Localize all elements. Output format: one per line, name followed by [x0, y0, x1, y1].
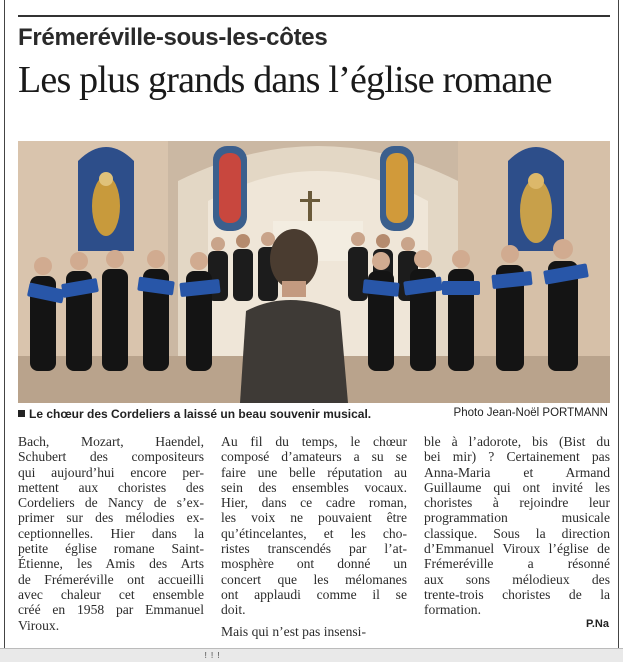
top-rule — [18, 15, 610, 17]
article-line: les voix ne pouvaient être — [221, 510, 407, 526]
article-line: ceptionnelles. Hier dans la — [18, 525, 204, 541]
kicker-location: Frémeréville-sous-les-côtes — [18, 24, 328, 51]
article-line: aux sons mélodieux des — [424, 571, 610, 587]
article-line: petite église romane Saint- — [18, 541, 204, 557]
article-line: bei mir) ? Certainement pas — [424, 449, 610, 465]
caption-bullet — [18, 410, 25, 417]
article-line: Étienne, les Amis des Arts — [18, 556, 204, 572]
photo-caption — [18, 407, 610, 425]
article-line: Viroux. — [18, 617, 60, 633]
article-line: ristes transcendés par l’at- — [221, 541, 407, 557]
article-line: concert que les mélomanes — [221, 571, 407, 587]
article-line: qu’étincelantes, et les cho- — [221, 525, 407, 541]
article-column-2 — [221, 434, 407, 639]
article-line: programmation musicale — [424, 510, 610, 526]
article-column-3 — [424, 434, 610, 618]
article-line: ble à l’adorote, bis (Bist du — [424, 434, 610, 449]
article-line: créé en 1958 par Emmanuel — [18, 602, 204, 618]
article-paragraph — [221, 434, 407, 618]
article-body — [18, 434, 610, 639]
article-line: Frémeréville a résonné — [424, 556, 610, 572]
article-line: avec chaleur cet ensemble — [18, 586, 204, 602]
article-line: Au fil du temps, le chœur — [221, 434, 407, 449]
article-line: doit. — [221, 602, 246, 618]
choir-photo-illustration — [18, 141, 610, 403]
article-line: Cordeliers de Nancy de s’ex- — [18, 495, 204, 511]
article-line: qui aujourd’hui encore per- — [18, 464, 204, 480]
article-line: Mais qui n’est pas insensi- — [221, 623, 366, 639]
resize-grip-icon[interactable]: !!! — [203, 651, 223, 661]
article-paragraph — [221, 624, 407, 639]
headline: Les plus grands dans l’église romane — [18, 59, 552, 101]
choir-photo — [18, 141, 610, 403]
article-line: composé d’amateurs a su se — [221, 449, 407, 465]
author-signature: P.Na — [585, 618, 609, 630]
photo-credit: Photo Jean-Noël PORTMANN — [453, 407, 608, 419]
article-paragraph — [424, 434, 610, 618]
article-line: mosphère ont donné un — [221, 556, 407, 572]
article-line: trente-trois choristes de la — [424, 586, 610, 602]
article-line: Guillaume qui ont invité les — [424, 479, 610, 495]
article-line: formation. — [424, 602, 482, 618]
article-line: choristes à rejoindre leur — [424, 495, 610, 511]
article-line: mettent aux choristes des — [18, 479, 204, 495]
article-line: de Frémeréville ont accueilli — [18, 571, 204, 587]
article-line: ont applaudi comme il se — [221, 586, 407, 602]
article-line: classique. Sous la direction — [424, 525, 610, 541]
article-line: Schubert des compositeurs — [18, 449, 204, 465]
article-line: sein des ensembles vocaux. — [221, 479, 407, 495]
article-paragraph — [18, 434, 204, 633]
caption-text: Le chœur des Cordeliers a laissé un beau souvenir musical. — [29, 407, 372, 421]
article-line: d’Emmanuel Viroux l’église de — [424, 541, 610, 557]
article-line: Bach, Mozart, Haendel, — [18, 434, 204, 449]
article-line: Anna-Maria et Armand — [424, 464, 610, 480]
article-column-1 — [18, 434, 204, 633]
status-bar — [0, 648, 623, 662]
article-line: primer sur des mélodies ex- — [18, 510, 204, 526]
article-line: Hier, dans ce cadre roman, — [221, 495, 407, 511]
article-line: faire une belle réputation au — [221, 464, 407, 480]
